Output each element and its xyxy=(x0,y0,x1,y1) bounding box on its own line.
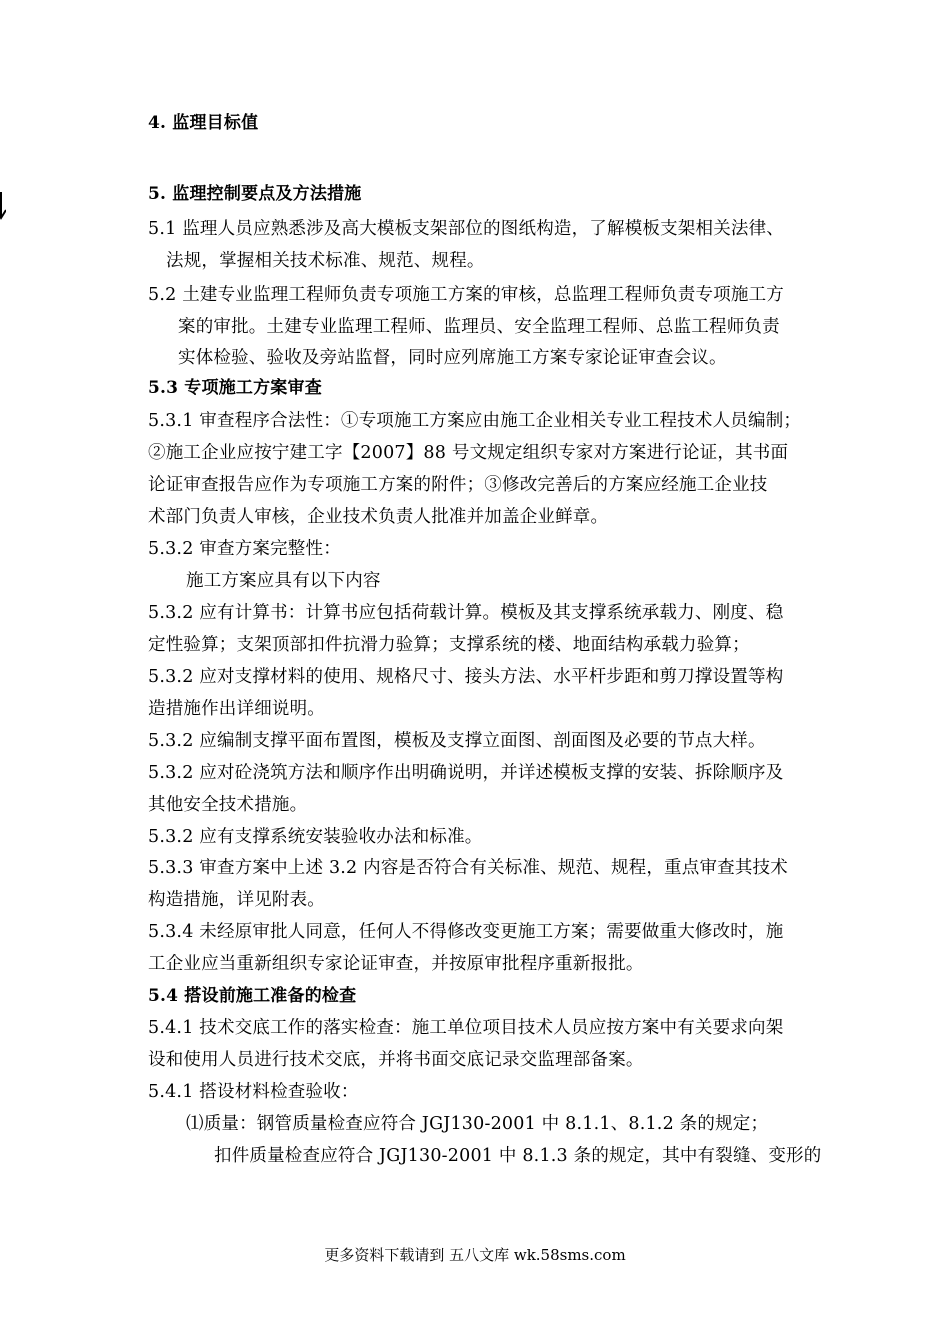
paragraph-line: 其他安全技术措施。 xyxy=(148,795,308,815)
margin-arrow-icon xyxy=(0,192,6,222)
paragraph-line: 构造措施，详见附表。 xyxy=(148,890,325,910)
paragraph-line: 5.3.4 未经原审批人同意，任何人不得修改变更施工方案；需要做重大修改时，施 xyxy=(148,922,784,942)
page-footer: 更多资料下载请到 五八文库 wk.58sms.com xyxy=(324,1246,626,1264)
list-item-line: 扣件质量检查应符合 JGJ130-2001 中 8.1.3 条的规定，其中有裂缝、变形的 xyxy=(214,1146,822,1166)
paragraph-line: 5.2 土建专业监理工程师负责专项施工方案的审核，总监理工程师负责专项施工方 xyxy=(148,285,784,305)
paragraph-line: 5.4.1 搭设材料检查验收： xyxy=(148,1082,359,1102)
paragraph-line: 5.3.3 审查方案中上述 3.2 内容是否符合有关标准、规范、规程，重点审查其技术 xyxy=(148,858,788,878)
paragraph-line: 5.3.2 应对支撑材料的使用、规格尺寸、接头方法、水平杆步距和剪刀撑设置等构 xyxy=(148,667,784,687)
paragraph-line: 5.3.2 应编制支撑平面布置图，模板及支撑立面图、剖面图及必要的节点大样。 xyxy=(148,731,766,751)
section-heading-4: 4. 监理目标值 xyxy=(148,113,259,133)
paragraph-line: 设和使用人员进行技术交底，并将书面交底记录交监理部备案。 xyxy=(148,1050,644,1070)
subsection-heading-5-3: 5.3 专项施工方案审查 xyxy=(148,378,322,398)
paragraph-line: 5.4.1 技术交底工作的落实检查：施工单位项目技术人员应按方案中有关要求向架 xyxy=(148,1018,784,1038)
paragraph-line: 实体检验、验收及旁站监督，同时应列席施工方案专家论证审查会议。 xyxy=(178,348,727,368)
paragraph-line: ②施工企业应按宁建工字【2007】88 号文规定组织专家对方案进行论证，其书面 xyxy=(148,443,789,463)
subsection-heading-5-4: 5.4 搭设前施工准备的检查 xyxy=(148,986,357,1006)
paragraph-line: 案的审批。土建专业监理工程师、监理员、安全监理工程师、总监工程师负责 xyxy=(178,317,780,337)
paragraph-line: 法规，掌握相关技术标准、规范、规程。 xyxy=(166,251,485,271)
paragraph-line: 定性验算；支架顶部扣件抗滑力验算；支撑系统的楼、地面结构承载力验算； xyxy=(148,635,750,655)
paragraph-line: 施工方案应具有以下内容 xyxy=(186,571,381,591)
list-item-line: ⑴质量：钢管质量检查应符合 JGJ130-2001 中 8.1.1、8.1.2 条的规定； xyxy=(186,1114,769,1134)
paragraph-line: 5.3.2 应有计算书：计算书应包括荷载计算。模板及其支撑系统承载力、刚度、稳 xyxy=(148,603,784,623)
paragraph-line: 论证审查报告应作为专项施工方案的附件；③修改完善后的方案应经施工企业技 xyxy=(148,475,768,495)
paragraph-line: 工企业应当重新组织专家论证审查，并按原审批程序重新报批。 xyxy=(148,954,644,974)
paragraph-line: 5.3.1 审查程序合法性：①专项施工方案应由施工企业相关专业工程技术人员编制； xyxy=(148,411,802,431)
paragraph-line: 术部门负责人审核，企业技术负责人批准并加盖企业鲜章。 xyxy=(148,507,609,527)
paragraph-line: 5.1 监理人员应熟悉涉及高大模板支架部位的图纸构造，了解模板支架相关法律、 xyxy=(148,219,784,239)
paragraph-line: 造措施作出详细说明。 xyxy=(148,699,325,719)
paragraph-line: 5.3.2 应有支撑系统安装验收办法和标准。 xyxy=(148,827,483,847)
paragraph-line: 5.3.2 应对砼浇筑方法和顺序作出明确说明，并详述模板支撑的安装、拆除顺序及 xyxy=(148,763,784,783)
paragraph-line: 5.3.2 审查方案完整性： xyxy=(148,539,341,559)
section-heading-5: 5. 监理控制要点及方法措施 xyxy=(148,184,362,204)
